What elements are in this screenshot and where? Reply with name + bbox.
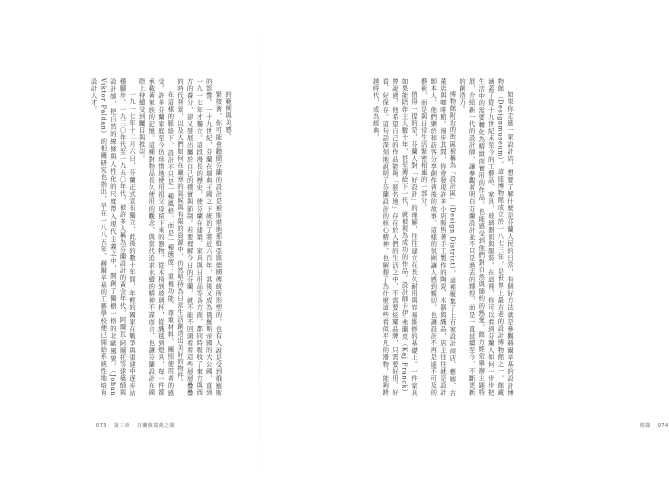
paragraph: 在這樣的脈絡下，設計不只是一種風格，而是一種態度：重視功能、尊重材料、關照使用者的感受。許多芬蘭家庭至今仍珍惜地使用祖父母留下來的器物，從木椅到玻璃杯，從織毯到燈具，每一件都承載著家族的記憶。這種對物品長久使用的觀念，與當代追求永續的精神不謀而合，也讓芬蘭設計在國際上持續受到矚目與推崇。: [137, 78, 174, 396]
running-head-title: 芬蘭與瑞典之間: [136, 423, 175, 429]
paragraph: 如果你走進一家設計店，想要了解什麼是芬蘭人民的日常，有個好方法就是參觀赫爾辛基的設計博物館（Designmuseum）。這座博物館成立於一八七三年，是世界上最古老的設計博物館之一，館藏涵蓋了從十九世紀末至今的工藝品、家具、玻璃器皿與服裝。在這裡，你可以看到芬蘭人如何一步步把生活中的需要轉化為精緻而實用的作品，也能感受到他們對自然與簡約的熱愛。館方經常舉辦主題特展，介紹新一代的設計師，讓參觀者明白芬蘭設計並不只是過去的輝煌，而是一直延續至今、不斷更新的創造力。: [458, 78, 513, 396]
right-page-folio: [640, 422, 669, 429]
running-head-title: 附錄: [640, 423, 651, 429]
paragraph: 博物館附近的街區被稱為「設計區」（Design District），這裡聚集了上百家設計商店、藝廊、古董店與咖啡館。漫步其間，你會發現許多小店販售著手工製作的陶瓷、木器與織品，店主往往就是設計師本人，他們樂於和訪客分享創作背後的故事。這樣的氛圍讓人感到親切，也讓設計不再是遙不可及的藝術，而是與日常生活緊密相連的一部分。: [419, 78, 456, 396]
left-page: [0, 0, 260, 500]
right-page-body: [276, 78, 514, 396]
paragraph: 緊接著，你可能會聽聞芬蘭的設計是被斯堪地那維亞與德國傳統所形塑的，也有人說是受到俄羅斯的影響。一十九世紀，芬蘭在瑞典王國之下統治了將近六百年，其後又成為俄羅斯帝國的大公國，直到一九一七年才獨立。這段漫長的歷史，使芬蘭在建築、家具與日用品等各方面，都同時吸收了東方與西方的養分，卻又發展出屬於自己的樸實與節制。若要理解今日的芬蘭，就不能不回頭看看這些層層疊疊的時代背景，以及人們如何在嚴寒的氣候與有限的資源中，仍然堅持為日常生活創造出美好的物件。: [176, 78, 222, 396]
running-head-chapter: 第三章: [113, 423, 130, 429]
paragraph: 一九一七年十二月六日，芬蘭正式宣布獨立，此後的數十年間，年輕的國家在戰爭與重建中逐步站穩腳步。一九三〇年代至一九五〇年代，被許多人稱為芬蘭設計的黃金年代，阿爾瓦‧阿爾托等建築師與設計師，把自然的線條與人性化的尺度帶入現代主義之中，開創了獨樹一格的北歐風貌。（Johan Viktor Paldan）的相關研究也指出，早在一八八五年，赫爾辛基的工藝學校便已開始系統性地培育設計人才。: [89, 78, 136, 396]
right-page: [260, 0, 669, 500]
paragraph: 值得一提的是，芬蘭人對「好設計」的理解，往往建立在長久耐用與容易維修的基礎上。一件家具如果能陪伴主人數十年，甚至傳給下一代，就被視為成功的作品。設計師卡伊‧弗蘭克（Kaj Franck）曾說過，他希望自己的作品能夠「匿名地」存在於人們的生活之中，不需要炫耀品牌，只需要好用、好看、好保存。這句話深刻地說明了芬蘭設計的核心精神，也解釋了為什麼這些看似平凡的器物，能夠跨越時代，成為經典。: [371, 78, 418, 396]
left-page-folio: [96, 422, 175, 429]
page-number: 073: [96, 423, 107, 429]
left-page-body: [88, 78, 232, 396]
paragraph: 的範例與美感。: [224, 90, 231, 140]
page-number: 074: [657, 423, 669, 429]
